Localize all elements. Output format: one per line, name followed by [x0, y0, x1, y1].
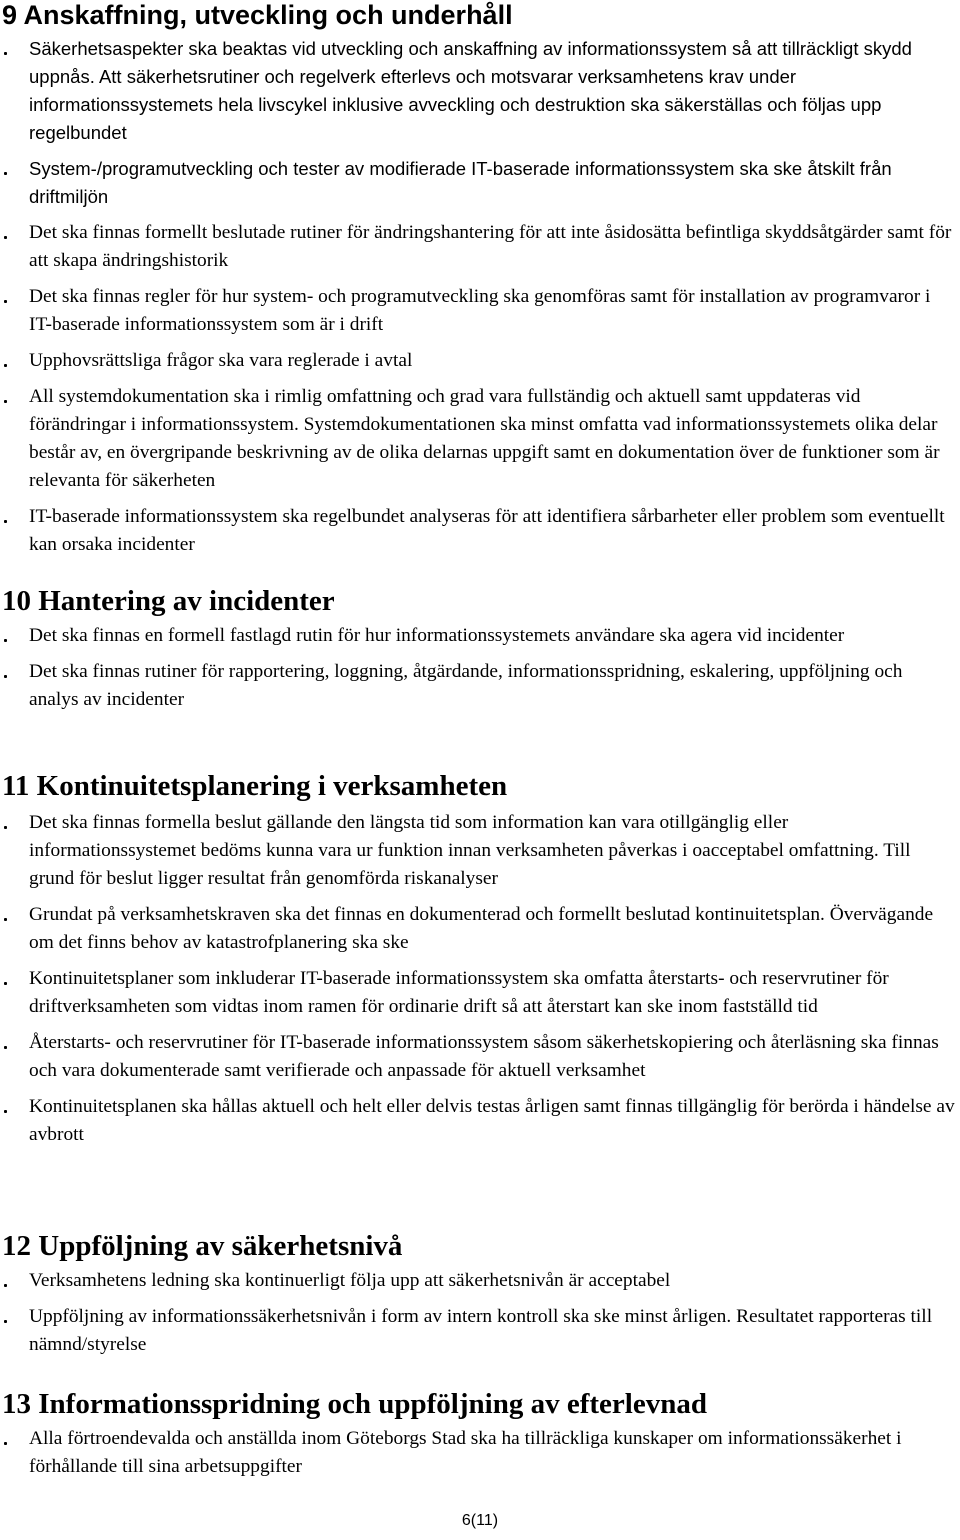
bullet-icon: [4, 520, 7, 523]
list-item-text: All systemdokumentation ska i rimlig omfattning och grad vara fullständig och aktuell samt uppdateras vid förändringar i informationssystem. Systemdokumentationen ska minst omfatta vad informationssystemets olika delar består av, en övergripande beskrivning av de olika delarnas uppgift samt en dokumentation över de funktioner som är relevanta för säkerheten: [29, 386, 940, 492]
list-item: [2, 1267, 956, 1295]
bullet-icon: [4, 172, 7, 175]
list-item-text: Det ska finnas formella beslut gällande den längsta tid som information kan vara otillgänglig eller informationssystemet bedöms kunna vara ur funktion innan verksamheten påverkas i oacceptabel omfattning. Till grund för beslut ligger resultat från genomförda riskanalyser: [29, 812, 911, 890]
list-item-text: Det ska finnas regler för hur system- och programutveckling ska genomföras samt för installation av programvaror i IT-baserade informationssystem som är i drift: [29, 286, 931, 336]
list-item-text: Verksamhetens ledning ska kontinuerligt följa upp att säkerhetsnivån är acceptabel: [29, 1270, 671, 1292]
section-heading: 9 Anskaffning, utveckling och underhåll: [2, 0, 513, 30]
list-item-text: Återstarts- och reservrutiner för IT-baserade informationssystem såsom säkerhetskopiering och återläsning ska finnas och vara dokumenterade samt verifierade och anpassade för aktuell verksamhet: [29, 1032, 939, 1082]
list-item-text: Säkerhetsaspekter ska beaktas vid utveckling och anskaffning av informationssystem så att tillräckligt skydd uppnås. Att säkerhetsrutiner och regelverk efterlevs och motsvarar verksamhetens krav under informationssystemets hela livscykel inklusive avveckling och destruktion ska säkerställas och följas upp regelbundet: [29, 38, 912, 144]
section-13: [2, 1388, 956, 1481]
section-9: [2, 0, 956, 559]
list-item: [2, 1303, 956, 1359]
list-item: [2, 35, 956, 147]
list-item: [2, 155, 956, 211]
list-item: [2, 622, 956, 650]
list-item-text: Upphovsrättsliga frågor ska vara reglerade i avtal: [29, 350, 413, 372]
section-12: [2, 1230, 956, 1359]
bullet-icon: [4, 400, 7, 403]
list-item: [2, 809, 956, 893]
bullet-list: [2, 35, 956, 559]
list-item: [2, 658, 956, 714]
section-heading: 13 Informationsspridning och uppföljning av efterlevnad: [2, 1388, 707, 1420]
bullet-icon: [4, 1046, 7, 1049]
bullet-list: [2, 809, 956, 1149]
bullet-icon: [4, 1284, 7, 1287]
list-item: [2, 1029, 956, 1085]
section-heading: 12 Uppföljning av säkerhetsnivå: [2, 1230, 403, 1262]
bullet-icon: [4, 1442, 7, 1445]
bullet-icon: [4, 236, 7, 239]
bullet-icon: [4, 52, 7, 55]
list-item-text: Det ska finnas en formell fastlagd rutin för hur informationssystemets användare ska agera vid incidenter: [29, 625, 845, 647]
list-item-text: Kontinuitetsplanen ska hållas aktuell och helt eller delvis testas årligen samt finnas tillgänglig för berörda i händelse av avbrott: [29, 1096, 955, 1146]
list-item: [2, 1425, 956, 1481]
section-heading: 10 Hantering av incidenter: [2, 585, 335, 617]
list-item: [2, 965, 956, 1021]
bullet-icon: [4, 675, 7, 678]
bullet-icon: [4, 300, 7, 303]
bullet-icon: [4, 1110, 7, 1113]
page-number: 6(11): [461, 1512, 499, 1529]
bullet-list: [2, 1267, 956, 1359]
bullet-icon: [4, 1320, 7, 1323]
section-11: [2, 770, 956, 1149]
list-item-text: IT-baserade informationssystem ska regelbundet analyseras för att identifiera sårbarheter eller problem som eventuellt kan orsaka incidenter: [29, 506, 945, 556]
bullet-icon: [4, 982, 7, 985]
list-item-text: Det ska finnas formellt beslutade rutiner för ändringshantering för att inte åsidosätta befintliga skyddsåtgärder samt för att skapa ändringshistorik: [29, 222, 952, 272]
list-item-text: System-/programutveckling och tester av modifierade IT-baserade informationssystem ska ske åtskilt från driftmiljön: [29, 158, 892, 208]
section-10: [2, 585, 956, 714]
list-item-text: Grundat på verksamhetskraven ska det finnas en dokumenterad och formellt beslutad kontinuitetsplan. Övervägande om det finns behov av katastrofplanering ska ske: [29, 904, 934, 954]
list-item-text: Kontinuitetsplaner som inkluderar IT-baserade informationssystem ska omfatta återstarts- och reservrutiner för driftverksamheten som vidtas inom ramen för ordinarie drift så att återstart kan ske inom fastställd tid: [29, 968, 889, 1018]
bullet-icon: [4, 918, 7, 921]
list-item-text: Uppföljning av informationssäkerhetsnivån i form av intern kontroll ska ske minst årligen. Resultatet rapporteras till nämnd/styrelse: [29, 1306, 933, 1356]
bullet-icon: [4, 826, 7, 829]
list-item: [2, 503, 956, 559]
bullet-list: [2, 1425, 956, 1481]
bullet-icon: [4, 364, 7, 367]
bullet-list: [2, 622, 956, 714]
list-item: [2, 901, 956, 957]
list-item: [2, 283, 956, 339]
list-item: [2, 347, 956, 375]
list-item: [2, 383, 956, 495]
bullet-icon: [4, 639, 7, 642]
section-heading: 11 Kontinuitetsplanering i verksamheten: [2, 770, 508, 802]
list-item: [2, 219, 956, 275]
list-item-text: Alla förtroendevalda och anställda inom Göteborgs Stad ska ha tillräckliga kunskaper om informationssäkerhet i förhållande till sina arbetsuppgifter: [29, 1428, 902, 1478]
list-item-text: Det ska finnas rutiner för rapportering, loggning, åtgärdande, informationsspridning, eskalering, uppföljning och analys av incidenter: [29, 661, 903, 711]
list-item: [2, 1093, 956, 1149]
